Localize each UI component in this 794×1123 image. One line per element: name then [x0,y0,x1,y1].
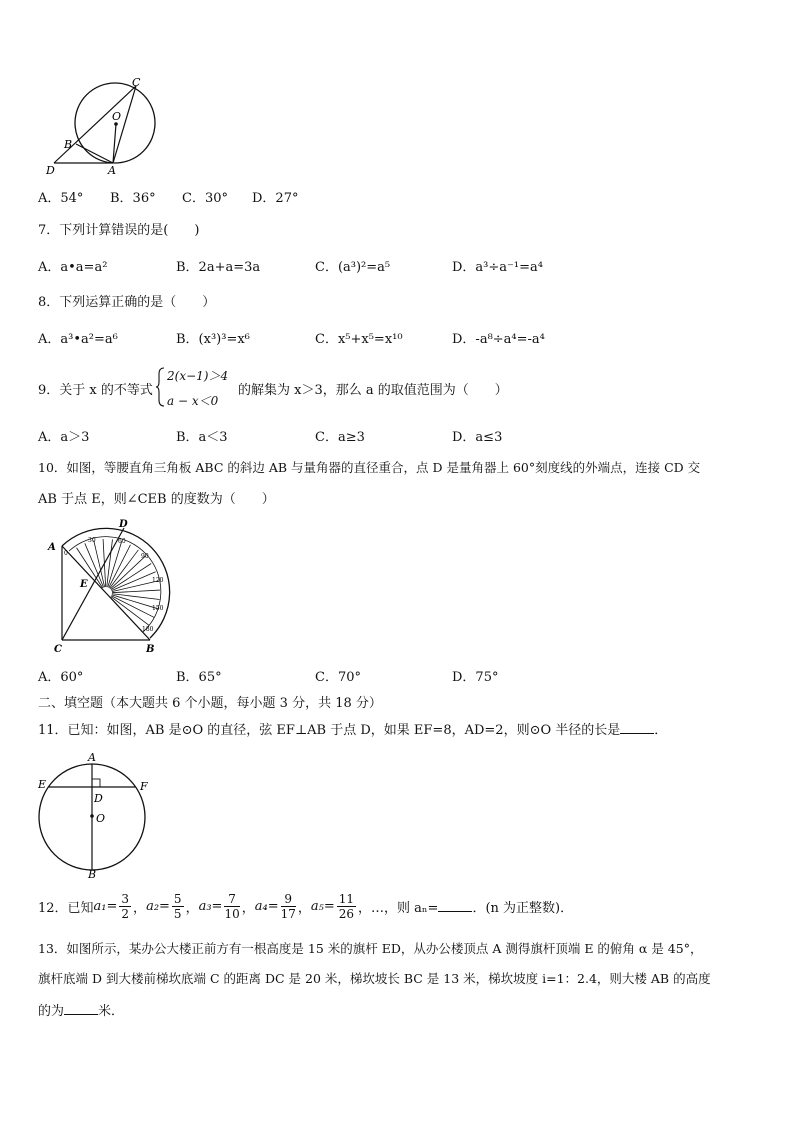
q12-term-2-fraction: $\frac{5}{5}$ [173,891,182,921]
q6-figure [40,74,170,180]
q7-option-d[interactable]: D．a³÷a⁻¹=a⁴ [452,260,543,275]
q12-term-3-fraction: $\frac{7}{10}$ [224,891,240,921]
protractor-ray [111,597,149,626]
q11-stem [38,719,667,738]
label-d: D [94,792,103,805]
q12-term-5-fraction: $\frac{11}{26}$ [338,891,355,921]
q12-prefix: 12．已知 [38,900,94,916]
protractor-ray [110,550,139,588]
q9-option-d[interactable]: D．a≤3 [452,430,503,445]
q12-answer-blank[interactable] [438,901,472,912]
label-a: A [108,164,116,177]
label-d: D [119,519,128,530]
q11-answer-blank[interactable] [620,723,654,734]
q10-option-d[interactable]: D．75° [452,670,499,685]
label-a: A [48,542,56,553]
tick-150: 150 [152,605,164,612]
q12-term-4-fraction: $\frac{9}{17}$ [280,891,296,921]
q12-tail-end: ．(n 为正整数)． [472,900,574,916]
label-b: B [64,138,73,151]
segment-cd [62,528,124,640]
q6-option-c[interactable]: C．30° [182,191,228,206]
q9-option-c[interactable]: C．a≥3 [315,430,365,445]
label-c: C [54,644,62,655]
q9-system-row2: a − x＜0 [167,394,219,408]
label-d: D [46,164,55,177]
q6-option-b[interactable]: B．36° [110,191,156,206]
q7-option-a[interactable]: A．a•a=a² [38,260,108,275]
label-b: B [146,644,155,655]
q12-term-2-name: a₂= [146,898,170,914]
center-o [90,814,94,818]
q6-option-a[interactable]: A．54° [38,191,84,206]
q6-options [38,187,758,205]
q12-term-1-fraction: $\frac{3}{2}$ [121,891,130,921]
q10-option-c[interactable]: C．70° [315,670,361,685]
q13-line1: 13．如图所示，某办公大楼正前方有一根高度是 15 米的旗杆 ED，从办公楼顶点 A 测得旗杆顶端 E 的俯角 α 是 45°， [38,941,703,956]
q8-options [38,328,758,346]
q12-tail: ，…，则 aₙ= [358,900,439,916]
q12-term-5-name: a₅= [310,898,335,914]
protractor-ray [109,545,131,588]
q9-suffix: 的解集为 x＞3，那么 a 的取值范围为（ ） [238,383,508,398]
q8-option-a[interactable]: A．a³•a²=a⁶ [38,332,118,347]
q13-answer-blank[interactable] [64,1004,98,1015]
label-o: O [96,812,106,825]
tick-30: 30 [88,537,96,544]
protractor-ray [112,590,160,593]
segment-dc [54,86,136,163]
q13-line3-text: 的为 [38,1004,65,1019]
segment-ba [76,144,113,163]
q8-option-b[interactable]: B．(x³)³=x⁶ [176,332,250,347]
label-a: A [88,751,96,764]
q9-option-a[interactable]: A．a＞3 [38,430,90,445]
q6-option-d[interactable]: D．27° [252,191,299,206]
q11-text: 11．已知：如图，AB 是⊙O 的直径，弦 EF⊥AB 于点 D，如果 EF=8，AD=2，则⊙O 半径的长是 [38,723,621,738]
tick-120: 120 [152,577,164,584]
q10-option-b[interactable]: B．65° [176,670,222,685]
tick-0: 0 [64,550,68,557]
q9-option-b[interactable]: B．a＜3 [176,430,228,445]
section-heading: 二、填空题（本大题共 6 个小题，每小题 3 分，共 18 分） [38,696,382,711]
q11-figure [36,750,156,880]
q7-option-c[interactable]: C．(a³)²=a⁵ [315,260,391,275]
q12-term-1-name: a₁= [93,898,118,914]
protractor-ray [111,596,154,618]
tick-180: 180 [142,626,154,633]
q8-option-c[interactable]: C．x⁵+x⁵=x¹⁰ [315,332,403,347]
q7-stem: 7．下列计算错误的是( ) [38,223,200,238]
right-angle-mark [92,779,100,787]
q9-brace [156,366,166,408]
q7-options [38,256,758,274]
label-o: O [112,110,122,123]
q7-option-b[interactable]: B．2a+a=3a [176,260,261,275]
q8-stem: 8．下列运算正确的是（ ） [38,295,216,310]
q10-options [38,666,758,684]
q12-term-3-name: a₃= [198,898,223,914]
q10-option-a[interactable]: A．60° [38,670,84,685]
q9-prefix: 9．关于 x 的不等式 [38,383,153,398]
tick-90: 90 [141,553,149,560]
label-b: B [88,868,97,880]
label-e: E [80,579,88,590]
q9-options [38,426,758,444]
q12-term-4-name: a₄= [254,898,279,914]
label-c: C [132,76,141,89]
q10-protractor-figure [40,516,190,656]
q13-line2: 旗杆底端 D 到大楼前梯坎底端 C 的距离 DC 是 20 米，梯坎坡长 BC 是 13 米，梯坎坡度 i=1：2.4，则大楼 AB 的高度 [38,971,711,986]
q10-stem-line2: AB 于点 E，则∠CEB 的度数为（ ） [38,492,275,507]
tick-60: 60 [118,538,126,545]
label-f: F [140,780,148,793]
q13-line3 [38,1000,124,1019]
q11-text-end: ． [654,723,668,738]
q10-stem-line1: 10．如图，等腰直角三角板 ABC 的斜边 AB 与量角器的直径重合，点 D 是量角器上 60°刻度线的外端点，连接 CD 交 [38,460,701,475]
label-e: E [38,778,47,791]
q12-stem: 12．已知 a₁= $\frac{3}{2}$ ， a₂= $\frac{5}{5}$ ， a₃= $\frac{7}{10}$ ， a₄= $\frac{9}{17}$ ， a₅= $\frac{11}{26}$ ，…，则 aₙ= ．(n 为正整数)． [38,891,574,921]
q13-line3-end: 米． [98,1004,125,1019]
q8-option-d[interactable]: D．-a⁸÷a⁴=-a⁴ [452,332,545,347]
q9-system-row1: 2(x−1)＞4 [167,369,229,383]
